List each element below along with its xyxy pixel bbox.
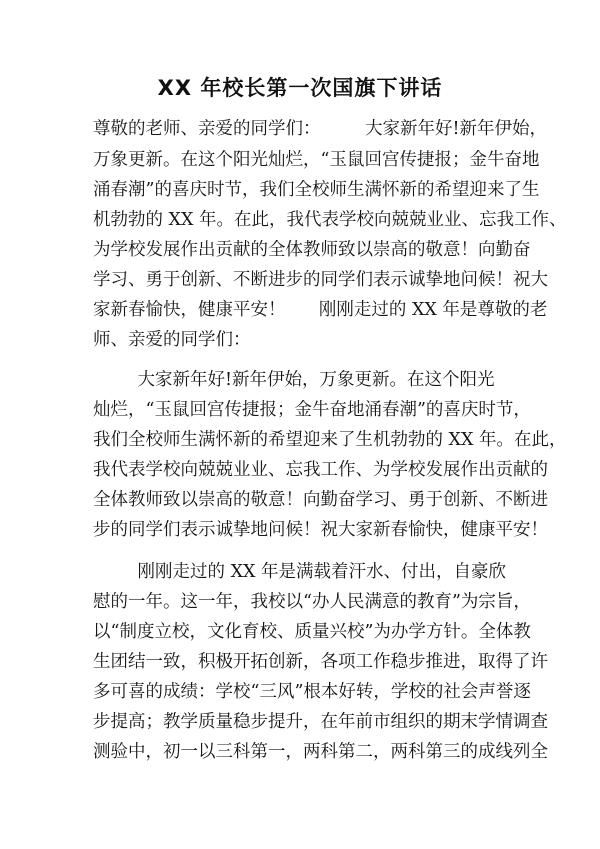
body-line-11: 我们全校师生满怀新的希望迎来了生机勃勃的 XX 年。在此，	[93, 430, 567, 450]
body-line-21: 测验中，初一以三科第一，两科第二，两科第三的成线列全	[93, 742, 548, 762]
body-line-2: 万象更新。在这个阳光灿烂，“玉鼠回宫传捷报；金牛奋地	[93, 150, 540, 170]
body-line-1: 尊敬的老师、亲爱的同学们： 大家新年好!新年伊始，	[93, 119, 548, 139]
body-line-4: 机勃勃的 XX 年。在此，我代表学校向兢兢业业、忘我工作、	[93, 210, 567, 230]
body-line-8: 师、亲爱的同学们：	[93, 330, 251, 350]
body-line-12: 我代表学校向兢兢业业、忘我工作、为学校发展作出贡献的	[93, 460, 548, 480]
body-line-18: 生团结一致，积极开拓创新，各项工作稳步推进，取得了许	[93, 652, 548, 672]
body-line-19: 多可喜的成绩：学校“三风”根本好转，学校的社会声誉逐	[93, 682, 531, 702]
body-line-10: 灿烂，“玉鼠回宫传捷报；金牛奋地涌春潮”的喜庆时节，	[93, 400, 531, 420]
body-line-5: 为学校发展作出贡献的全体教师致以崇高的敬意！向勤奋	[93, 240, 531, 260]
body-line-3: 涌春潮”的喜庆时节，我们全校师生满怀新的希望迎来了生	[93, 180, 540, 200]
body-line-17: 以“制度立校，文化育校、质量兴校”为办学方针。全体教	[93, 622, 531, 642]
body-line-9: 大家新年好!新年伊始，万象更新。在这个阳光	[93, 370, 495, 390]
body-line-13: 全体教师致以崇高的敬意！向勤奋学习、勇于创新、不断进	[93, 490, 548, 510]
body-line-15: 刚刚走过的 XX 年是满载着汗水、付出，自豪欣	[93, 562, 507, 582]
body-line-6: 学习、勇于创新、不断进步的同学们表示诚挚地问候！祝大	[93, 270, 548, 290]
document-title: XX 年校长第一次国旗下讲话	[157, 76, 443, 100]
body-line-16: 慰的一年。这一年，我校以“办人民满意的教育”为宗旨，	[93, 592, 531, 612]
body-line-7: 家新春愉快，健康平安！ 刚刚走过的 XX 年是尊敬的老	[93, 300, 548, 320]
body-line-14: 步的同学们表示诚挚地问候！祝大家新春愉快，健康平安！	[93, 520, 548, 540]
body-line-20: 步提高；教学质量稳步提升，在年前市组织的期末学情调查	[93, 712, 548, 732]
